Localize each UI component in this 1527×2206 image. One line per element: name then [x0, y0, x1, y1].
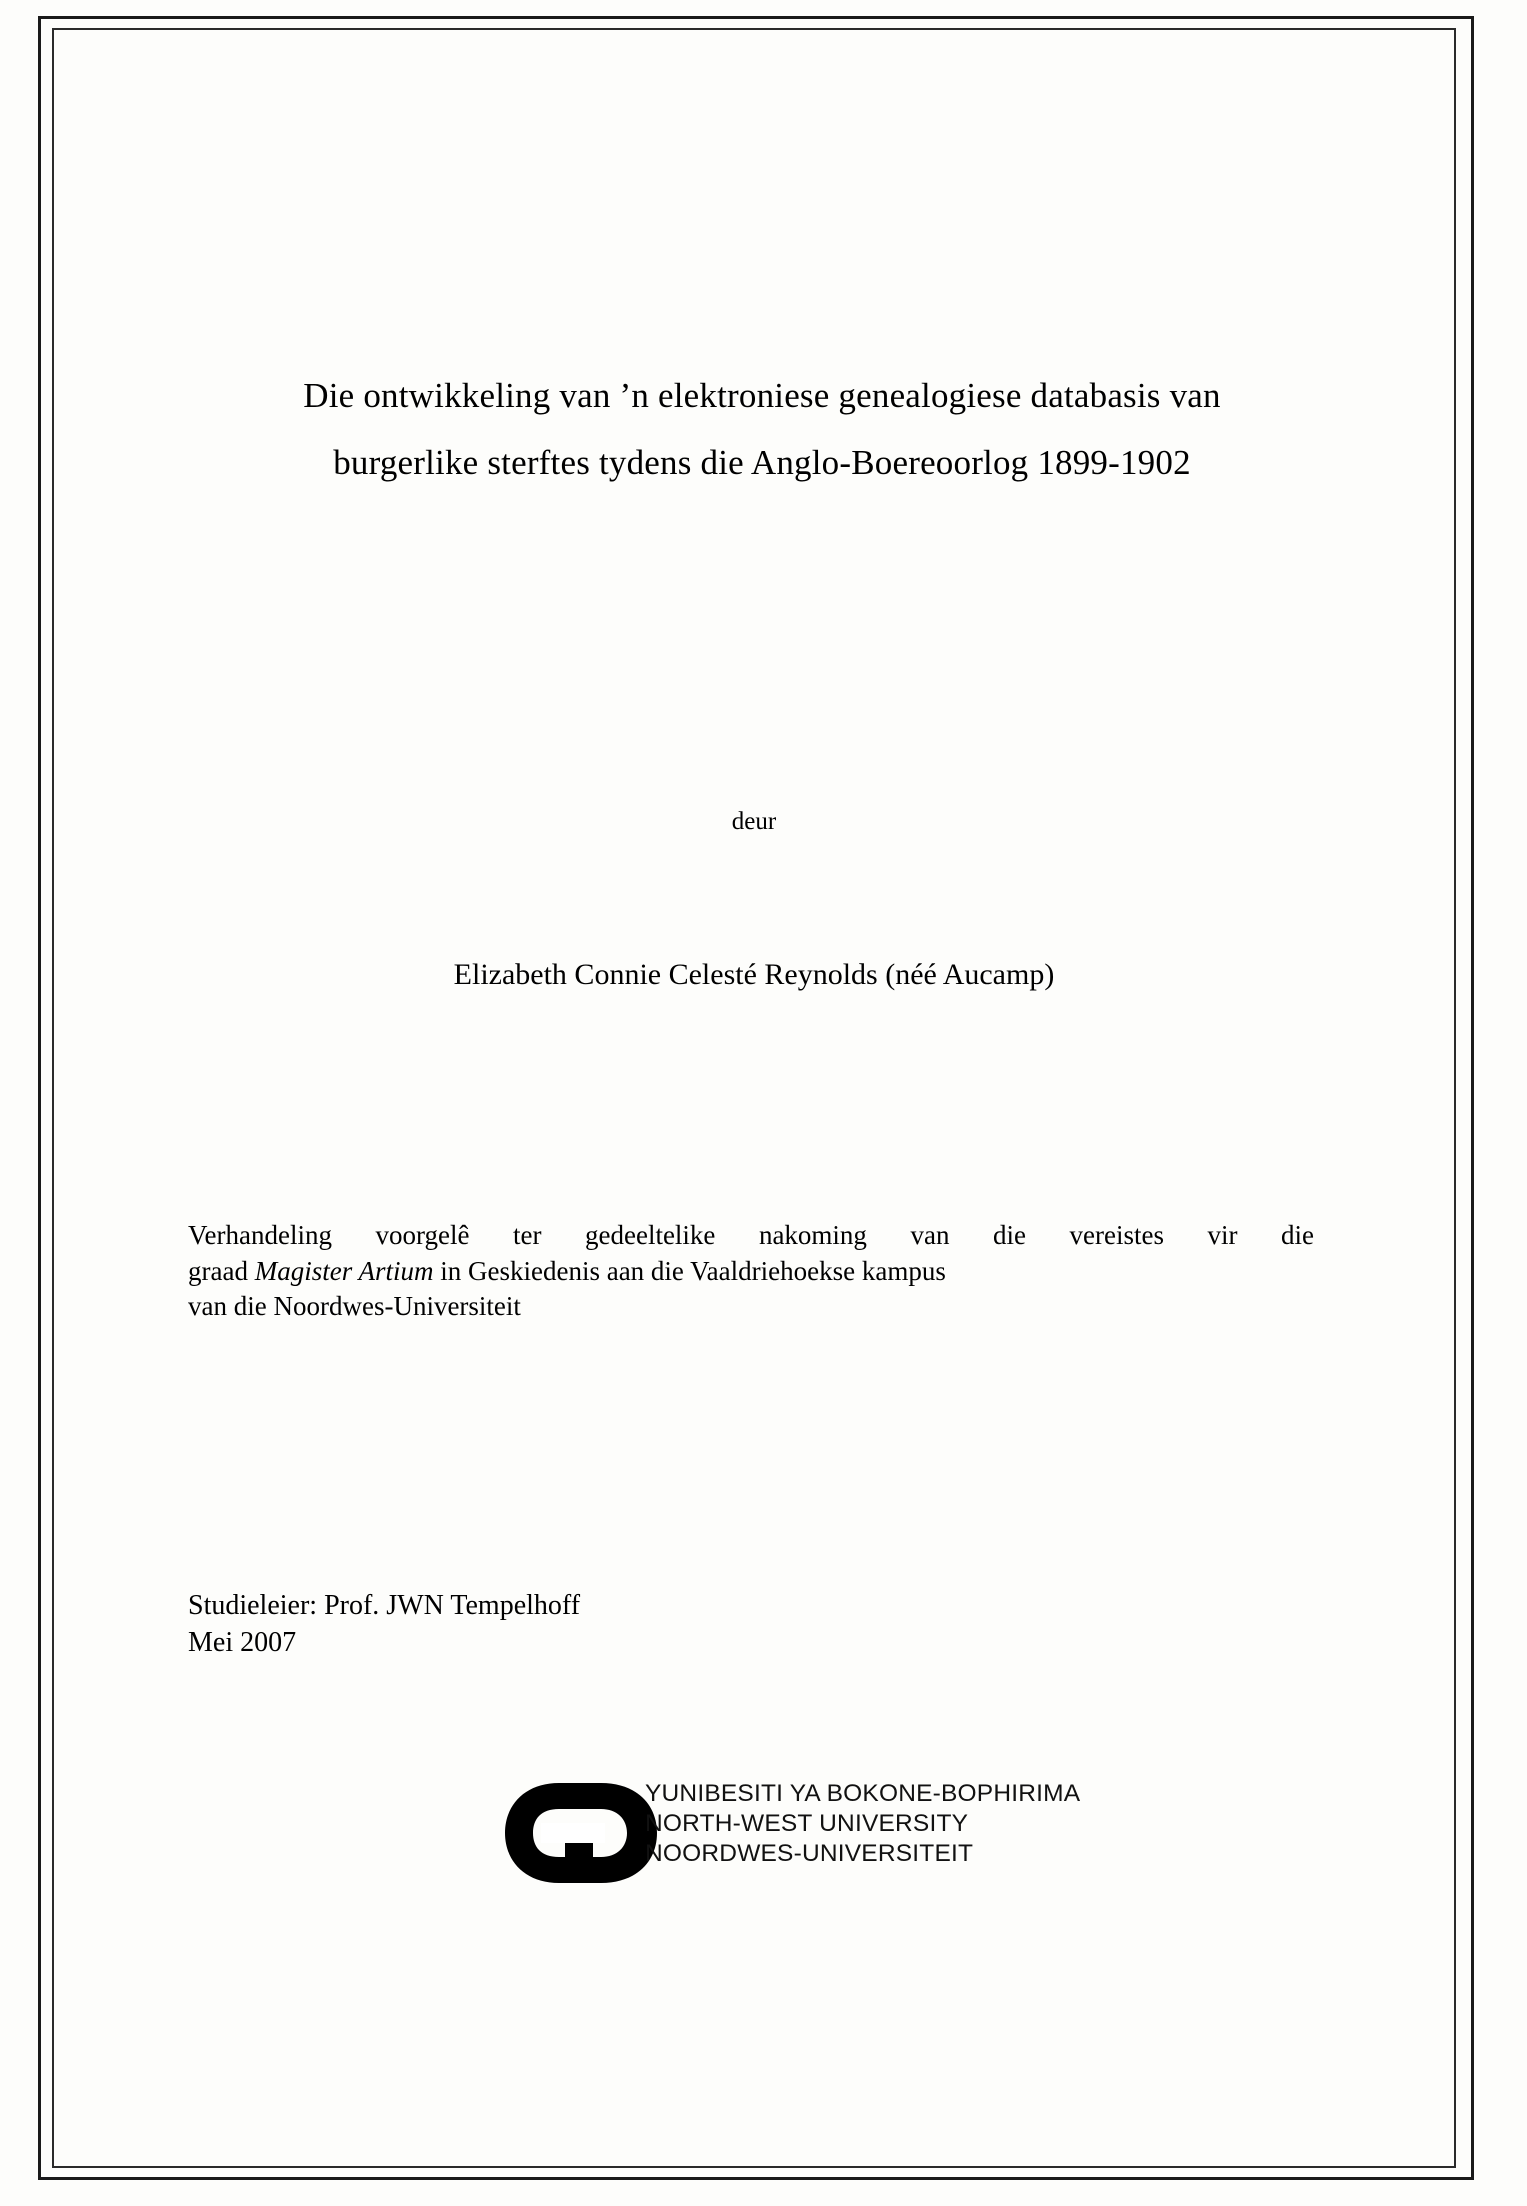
degree-statement [188, 1218, 1314, 1325]
date-line: Mei 2007 [188, 1626, 297, 1658]
university-logo-block [497, 1773, 1197, 1893]
logo-text-line-2: NORTH-WEST UNIVERSITY [645, 1809, 969, 1837]
title-line-2: burgerlike sterftes tydens die Anglo-Boereoorlog 1899-1902 [333, 443, 1191, 482]
statement-line-2-post: in Geskiedenis aan die Vaaldriehoekse kampus [433, 1255, 946, 1286]
statement-line-2-pre: graad [188, 1255, 255, 1286]
logo-text-line-1: YUNIBESITI YA BOKONE-BOPHIRIMA [645, 1780, 1081, 1807]
degree-name: Magister Artium [254, 1255, 434, 1286]
logo-text-line-3: NOORDWES-UNIVERSITEIT [645, 1839, 974, 1867]
statement-line-1: Verhandeling voorgelê ter gedeeltelike nakoming van die vereistes vir die [188, 1220, 1314, 1250]
statement-line-3: van die Noordwes-Universiteit [188, 1291, 521, 1322]
supervisor-line: Studieleier: Prof. JWN Tempelhoff [188, 1590, 581, 1621]
byline-label: deur [731, 808, 777, 835]
page-content [52, 28, 1456, 2168]
statement-line-2 [188, 1254, 1314, 1290]
thesis-title [172, 378, 1352, 480]
university-logo-text [645, 1779, 1080, 1869]
title-line-1: Die ontwikkeling van ’n elektroniese genealogiese databasis van [303, 376, 1221, 415]
author-name: Elizabeth Connie Celesté Reynolds (néé Aucamp) [453, 958, 1055, 991]
supervisor-block [188, 1588, 1088, 1662]
